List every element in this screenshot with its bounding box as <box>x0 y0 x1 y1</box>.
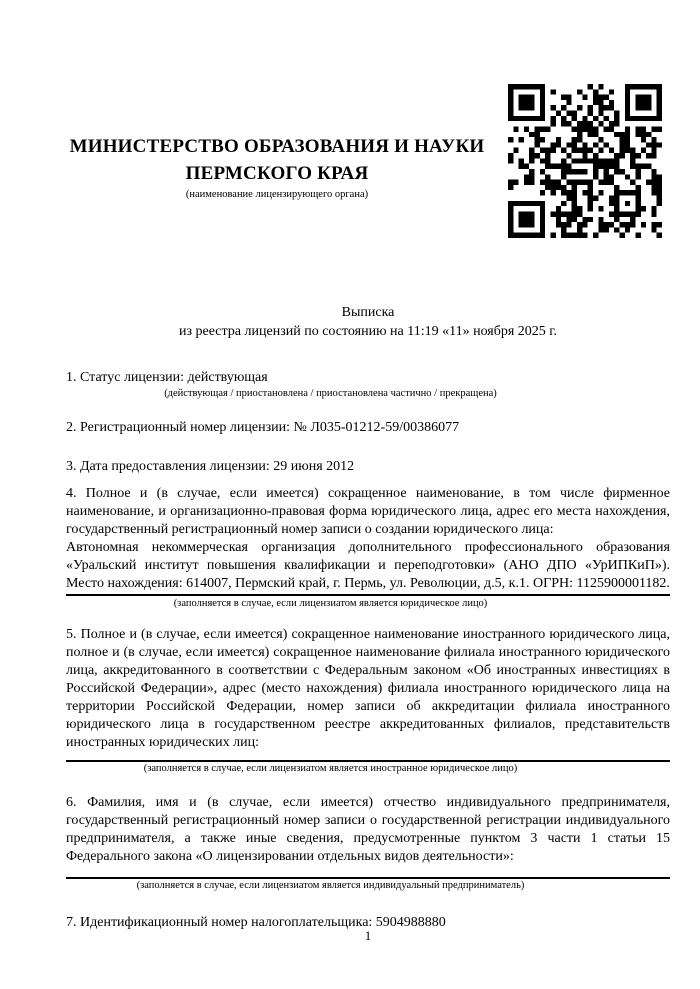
ministry-name-line1: МИНИСТЕРСТВО ОБРАЗОВАНИЯ И НАУКИ <box>69 136 485 157</box>
legal-entity-value: Автономная некоммерческая организация дополнительного профессионального образования «Уральский институт повышения квалификации и переподготовки» (АНО ДПО «УрИПКиП»). Место нахождения: 614007, Пермский край, г. Пермь, ул. Революции, д.5, к.1. ОГРН: 1125900001182. <box>66 540 670 591</box>
items-list <box>66 369 670 932</box>
item-registration-number <box>66 419 670 437</box>
registration-number-text: 2. Регистрационный номер лицензии: № Л035-01212-59/00386077 <box>66 420 460 435</box>
foreign-entity-note: (заполняется в случае, если лицензиатом является иностранное юридическое лицо) <box>143 763 518 774</box>
item-legal-entity <box>66 485 670 610</box>
ministry-name-line2: ПЕРМСКОГО КРАЯ <box>185 163 369 184</box>
individual-entrepreneur-heading: 6. Фамилия, имя и (в случае, если имеется) отчество индивидуального предпринимателя, государственный регистрационный номер записи о государственной регистрации индивидуального предпринимателя, а также иные сведения, предусмотренные пунктом 3 части 1 статьи 15 Федерального закона «О лицензировании отдельных видов деятельности»: <box>66 795 670 864</box>
item-foreign-entity <box>66 626 670 775</box>
licensing-authority-block <box>66 133 488 201</box>
foreign-entity-heading: 5. Полное и (в случае, если имеется) сокращенное наименование иностранного юридического лица, полное и (в случае, если имеется) сокращенное наименование филиала иностранного юридического лица, аккредитованного в соответствии с Федеральным законом «Об иностранных инвестициях в Российской Федерации», адрес (место нахождения) филиала иностранного юридического лица на территории Российской Федерации, номер записи об аккредитации филиала иностранного юридического лица в государственном реестре аккредитованных филиалов, представительств иностранных юридических лиц: <box>66 627 670 750</box>
qr-code <box>508 84 662 238</box>
taxpayer-number-text: 7. Идентификационный номер налогоплательщика: 5904988880 <box>66 915 446 930</box>
legal-entity-underline <box>66 594 670 596</box>
licensing-authority-note: (наименование лицензирующего органа) <box>185 189 369 200</box>
item-license-status <box>66 369 670 400</box>
document-title-line1: Выписка <box>341 305 395 320</box>
legal-entity-heading: 4. Полное и (в случае, если имеется) сокращенное наименование, в том числе фирменное наименование, и организационно-правовая форма юридического лица, адрес его места нахождения, государственный регистрационный номер записи о создании юридического лица: <box>66 486 670 537</box>
page-number: 1 <box>364 928 372 943</box>
item-individual-entrepreneur <box>66 794 670 892</box>
document-title-line2: из реестра лицензий по состоянию на 11:19 «11» ноября 2025 г. <box>179 324 557 339</box>
license-status-text: 1. Статус лицензии: действующая <box>66 370 268 385</box>
legal-entity-note: (заполняется в случае, если лицензиатом является юридическое лицо) <box>173 598 488 609</box>
document-title <box>66 303 670 341</box>
license-date-text: 3. Дата предоставления лицензии: 29 июня 2012 <box>66 459 355 474</box>
individual-entrepreneur-note: (заполняется в случае, если лицензиатом является индивидуальный предприниматель) <box>136 880 525 891</box>
item-license-date <box>66 458 670 476</box>
license-status-options-note: (действующая / приостановлена / приостановлена частично / прекращена) <box>164 388 497 399</box>
